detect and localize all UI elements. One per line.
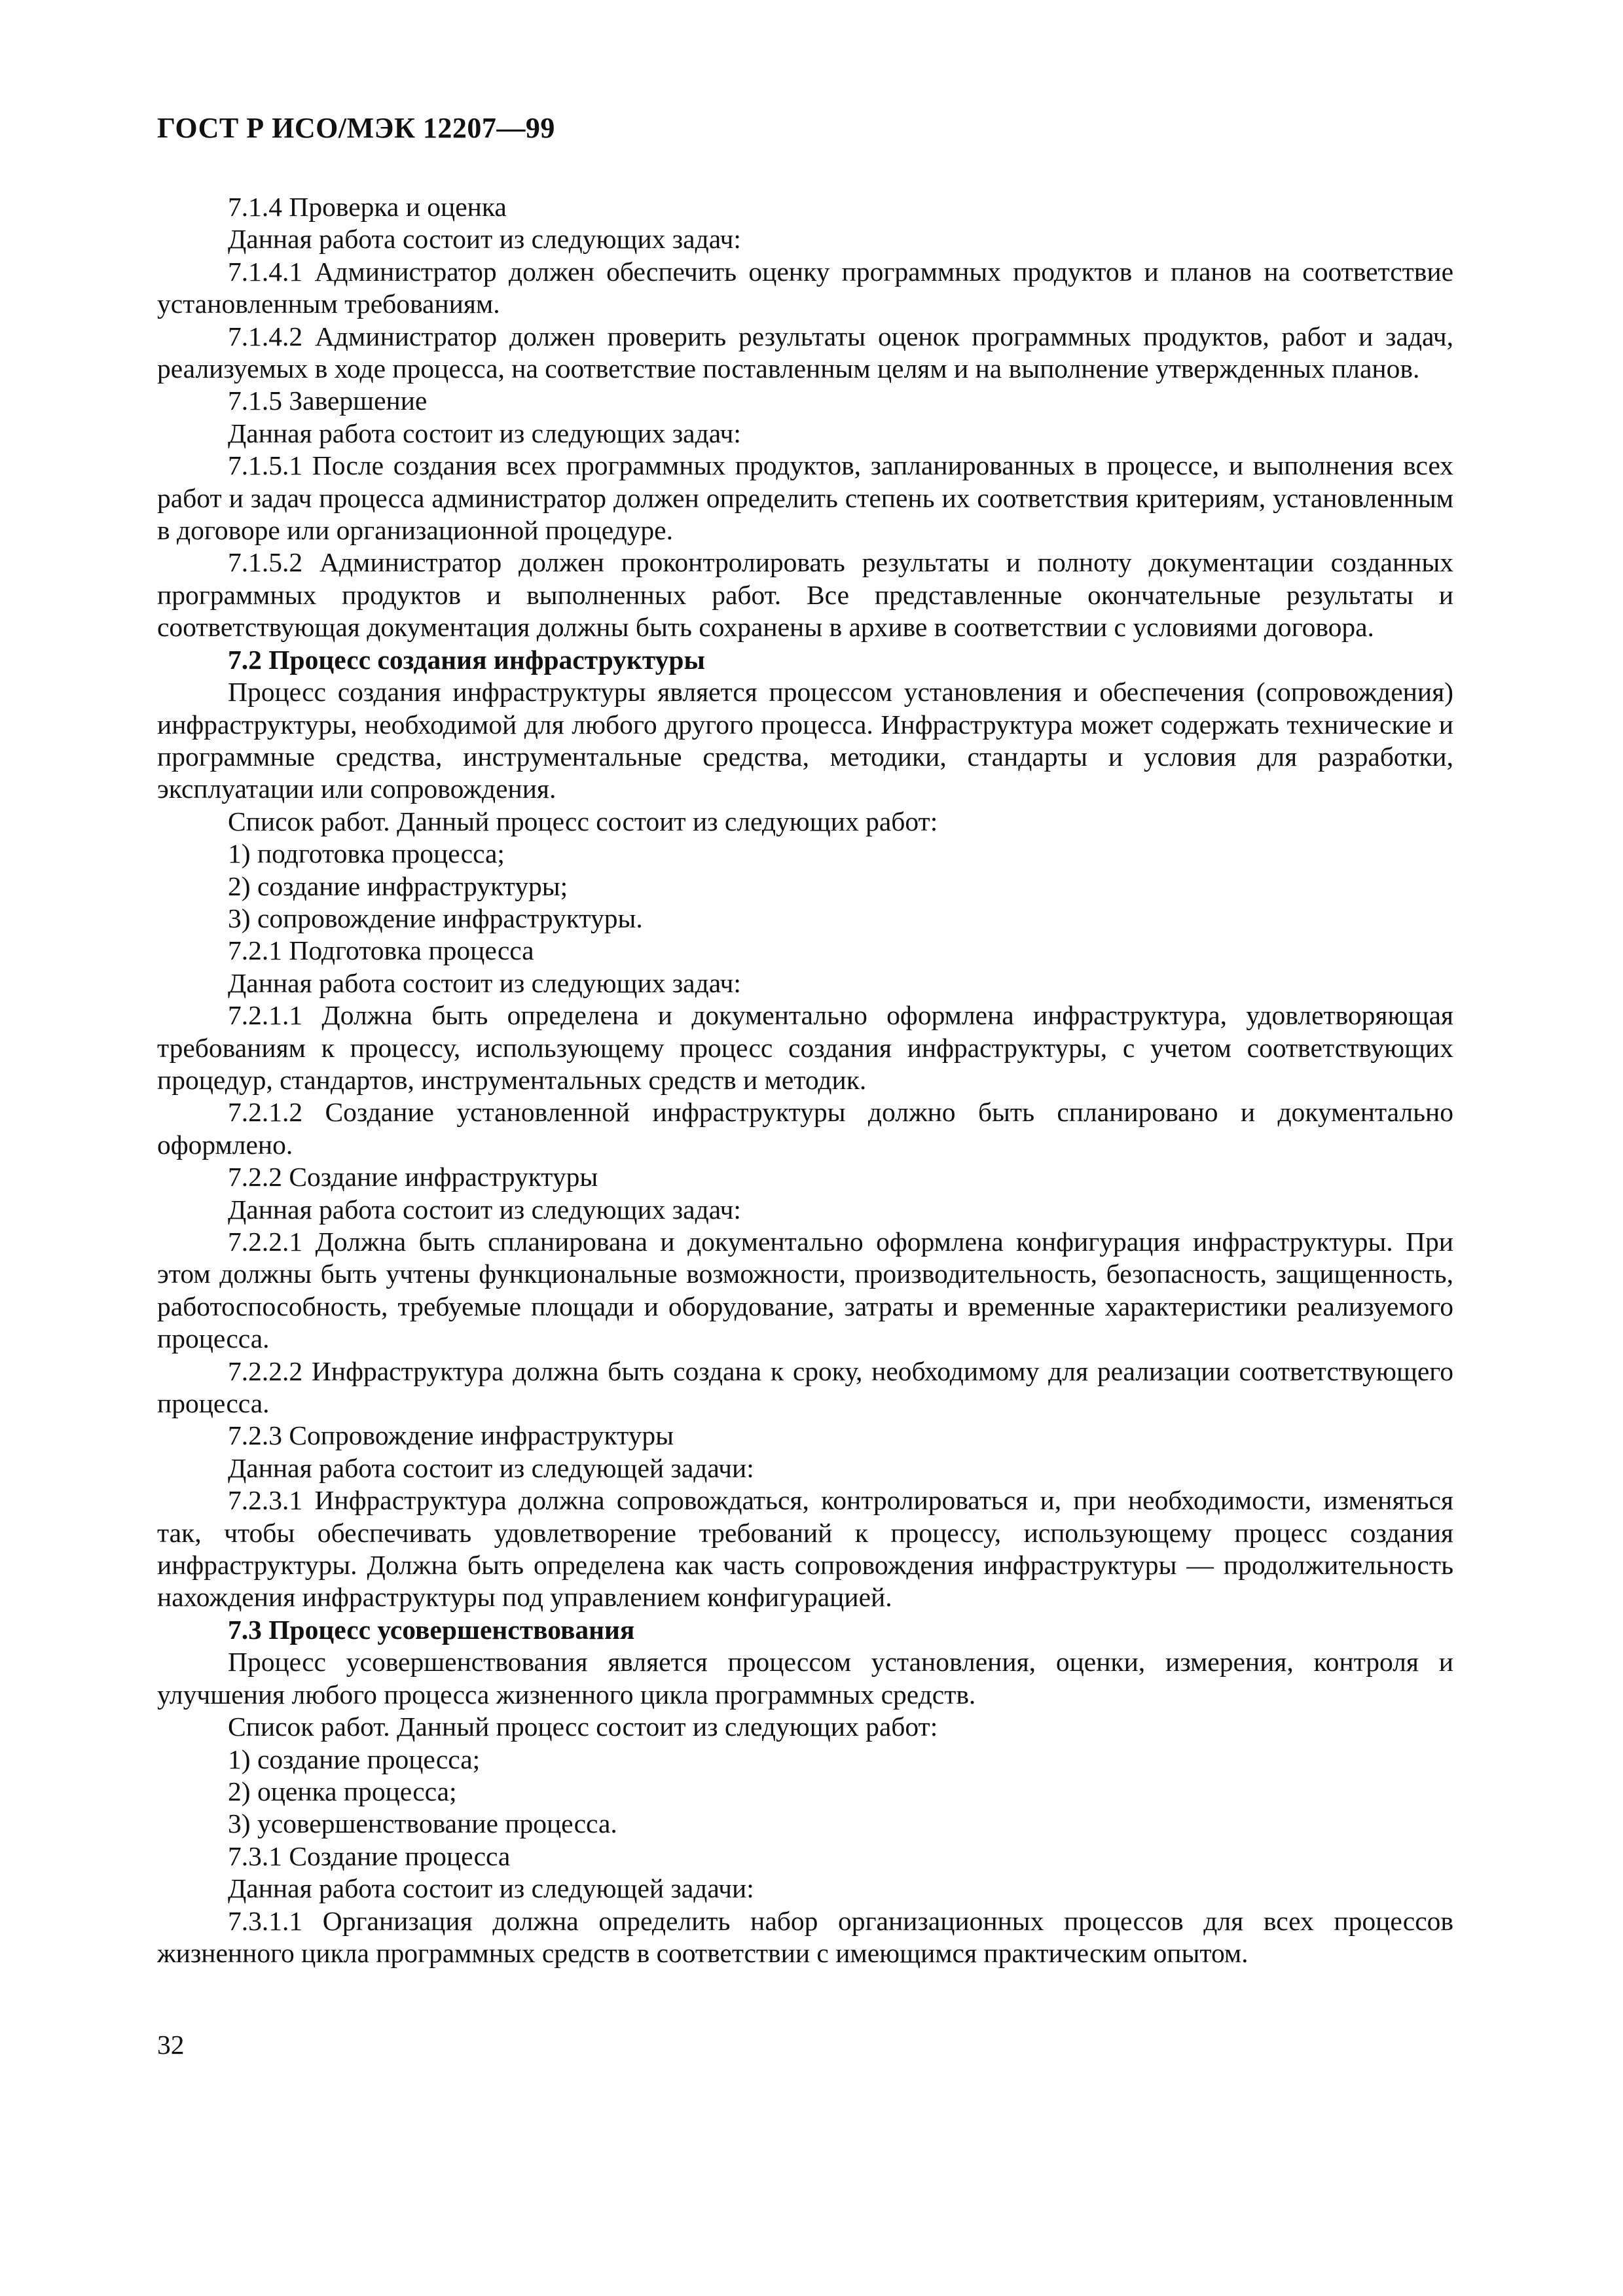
subsection-heading: 7.1.5 Завершение [228,386,428,416]
paragraph: 7.1.4.1 Администратор должен обеспечить оценку программных продуктов и планов на соответствие установленным требованиям. [157,256,1453,319]
paragraph: Данная работа состоит из следующих задач: [228,1194,741,1225]
paragraph: Данная работа состоит из следующих задач: [228,418,741,448]
paragraph: Список работ. Данный процесс состоит из следующих работ: [228,1712,938,1742]
paragraph: 7.3.1.1 Организация должна определить набор организационных процессов для всех процессов жизненного цикла программных средств в соответствии с имеющимся практическим опытом. [157,1905,1453,1968]
subsection-heading: 7.1.4 Проверка и оценка [228,192,507,222]
list-item: 2) создание инфраструктуры; [228,870,568,901]
paragraph: Данная работа состоит из следующих задач: [228,967,741,998]
paragraph: Данная работа состоит из следующих задач: [228,224,741,255]
subsection-heading: 7.3.1 Создание процесса [228,1840,511,1871]
list-item: 3) усовершенствование процесса. [228,1808,617,1839]
paragraph: 7.2.3.1 Инфраструктура должна сопровождаться, контролироваться и, при необходимости, изменяться так, чтобы обеспечивать удовлетворение требований к процессу, использующему процесс создания инфраструктуры. Должна быть определена как часть сопровождения инфраструктуры — продолжительность нахождения инфраструктуры под управлением конфигурацией. [157,1485,1453,1613]
paragraph: 7.1.5.1 После создания всех программных продуктов, запланированных в процессе, и выполнения всех работ и задач процесса администратор должен определить степень их соответствия критериям, установленным в договоре или организационной процедуре. [157,450,1453,546]
paragraph: 7.1.5.2 Администратор должен проконтролировать результаты и полноту документации созданных программных продуктов и выполненных работ. Все представленные окончательные результаты и соответствующая документация должны быть сохранены в архиве в соответствии с условиями договора. [157,547,1453,643]
list-item: 2) оценка процесса; [228,1776,457,1806]
paragraph: 7.2.1.2 Создание установленной инфраструктуры должно быть спланировано и документально оформлено. [157,1097,1453,1160]
list-item: 1) подготовка процесса; [228,838,505,869]
running-title: ГОСТ Р ИСО/МЭК 12207—99 [157,112,555,144]
list-item: 3) сопровождение инфраструктуры. [228,903,643,933]
paragraph: Данная работа состоит из следующей задачи: [228,1873,754,1904]
subsection-heading: 7.2.2 Создание инфраструктуры [228,1162,598,1193]
list-item: 1) создание процесса; [228,1744,481,1774]
paragraph: 7.2.1.1 Должна быть определена и документально оформлена инфраструктура, удовлетворяющая требованиям к процессу, использующему процесс создания инфраструктуры, с учетом соответствующих процедур, стандартов, инструментальных средств и методик. [157,1000,1453,1095]
section-heading: 7.3 Процесс усовершенствования [228,1614,635,1645]
subsection-heading: 7.2.1 Подготовка процесса [228,935,534,966]
section-heading: 7.2 Процесс создания инфраструктуры [228,644,705,675]
paragraph: 7.1.4.2 Администратор должен проверить результаты оценок программных продуктов, работ и задач, реализуемых в ходе процесса, на соответствие поставленным целям и на выполнение утвержденных планов. [157,321,1453,384]
paragraph: Процесс создания инфраструктуры является процессом установления и обеспечения (сопровождения) инфраструктуры, необходимой для любого другого процесса. Инфраструктура может содержать технические и программные средства, инструментальные средства, методики, стандарты и условия для разработки, эксплуатации или сопровождения. [157,677,1453,804]
paragraph: Данная работа состоит из следующей задачи: [228,1452,754,1483]
paragraph: 7.2.2.2 Инфраструктура должна быть создана к сроку, необходимому для реализации соответствующего процесса. [157,1355,1453,1419]
document-body [157,191,1453,1969]
paragraph: Список работ. Данный процесс состоит из следующих работ: [228,806,938,836]
paragraph: Процесс усовершенствования является процессом установления, оценки, измерения, контроля и улучшения любого процесса жизненного цикла программных средств. [157,1647,1453,1710]
paragraph: 7.2.2.1 Должна быть спланирована и документально оформлена конфигурация инфраструктуры. При этом должны быть учтены функциональные возможности, производительность, безопасность, защищенность, работоспособность, требуемые площади и оборудование, затраты и временные характеристики реализуемого процесса. [157,1227,1453,1354]
subsection-heading: 7.2.3 Сопровождение инфраструктуры [228,1420,674,1451]
page-number: 32 [157,2030,185,2060]
